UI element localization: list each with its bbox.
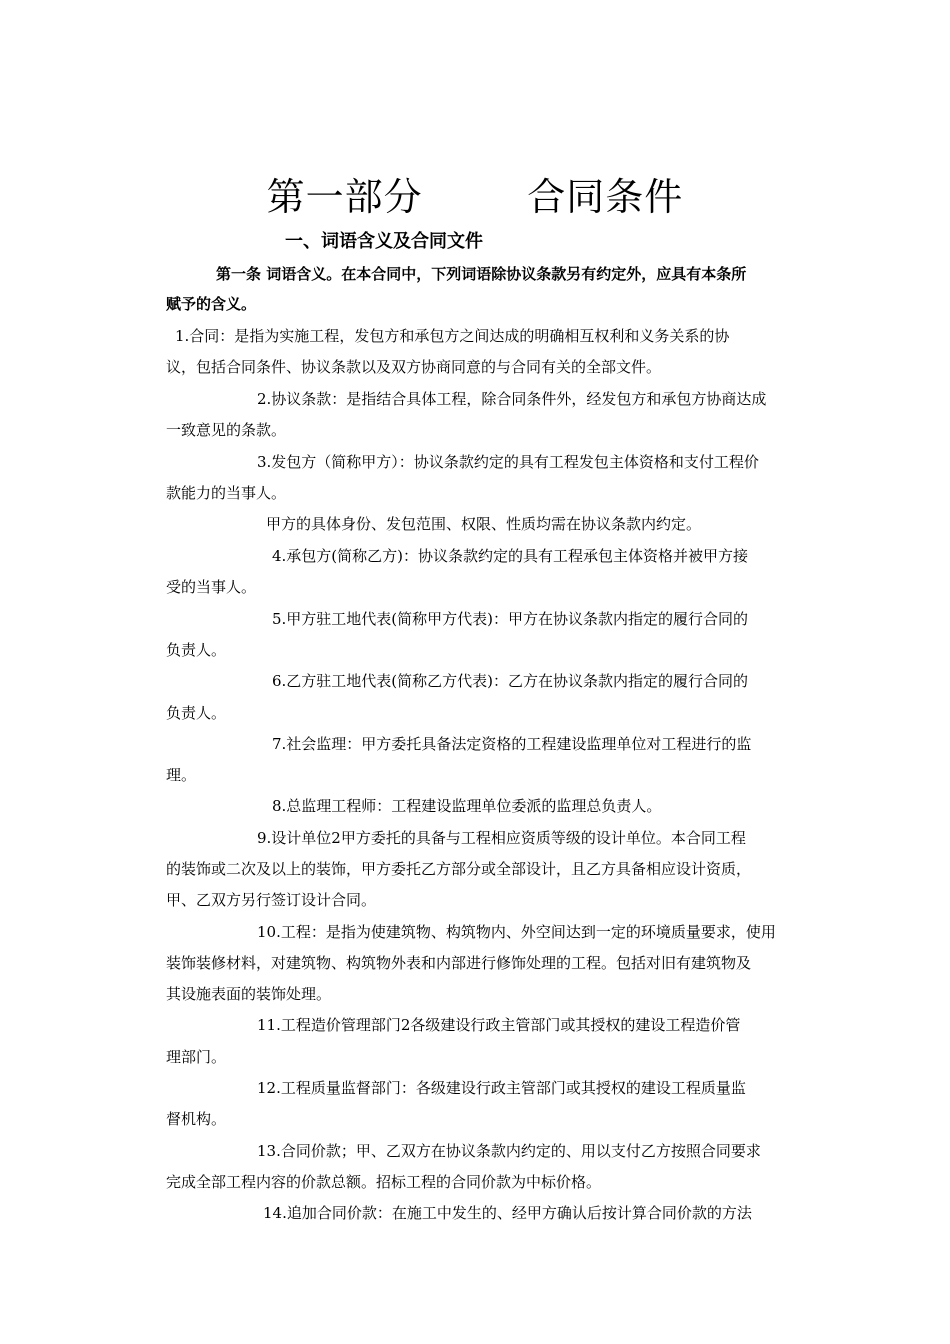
item-1-line-2: 议，包括合同条件、协议条款以及双方协商同意的与合同有关的全部文件。 — [166, 358, 662, 376]
item-10-line-3: 其设施表面的装饰处理。 — [166, 985, 332, 1003]
item-1-line-1: 1.合同：是指为实施工程，发包方和承包方之间达成的明确相互权利和义务关系的协 — [175, 327, 730, 345]
section-heading: 一、词语含义及合同文件 — [285, 231, 483, 252]
item-4-line-1: 4.承包方(简称乙方)：协议条款约定的具有工程承包主体资格并被甲方接 — [272, 547, 749, 565]
item-14-line-1: 14.追加合同价款：在施工中发生的、经甲方确认后按计算合同价款的方法 — [263, 1204, 752, 1222]
item-6-line-2: 负责人。 — [166, 704, 227, 722]
item-12-line-2: 督机构。 — [166, 1110, 227, 1128]
page-title: 第一部分 合同条件 — [266, 175, 684, 219]
item-13-line-2: 完成全部工程内容的价款总额。招标工程的合同价款为中标价格。 — [166, 1173, 602, 1191]
item-6-line-1: 6.乙方驻工地代表(简称乙方代表)：乙方在协议条款内指定的履行合同的 — [272, 672, 749, 690]
article-1-line-1: 第一条 词语含义。在本合同中，下列词语除协议条款另有约定外，应具有本条所 — [216, 265, 747, 283]
item-11-line-1: 11.工程造价管理部门2各级建设行政主管部门或其授权的建设工程造价管 — [257, 1016, 741, 1034]
item-2-line-1: 2.协议条款：是指结合具体工程，除合同条件外，经发包方和承包方协商达成 — [257, 390, 767, 408]
item-8-line-1: 8.总监理工程师：工程建设监理单位委派的监理总负责人。 — [272, 797, 662, 815]
item-12-line-1: 12.工程质量监督部门：各级建设行政主管部门或其授权的建设工程质量监 — [257, 1079, 746, 1097]
item-5-line-2: 负责人。 — [166, 641, 227, 659]
article-1-line-2: 赋予的含义。 — [166, 295, 257, 313]
item-9-line-1: 9.设计单位2甲方委托的具备与工程相应资质等级的设计单位。本合同工程 — [257, 829, 746, 847]
item-10-line-1: 10.工程：是指为使建筑物、构筑物内、外空间达到一定的环境质量要求，使用 — [257, 923, 776, 941]
item-11-line-2: 理部门。 — [166, 1048, 227, 1066]
item-2-line-2: 一致意见的条款。 — [166, 421, 287, 439]
item-3-note: 甲方的具体身份、发包范围、权限、性质均需在协议条款内约定。 — [266, 515, 702, 533]
item-7-line-1: 7.社会监理：甲方委托具备法定资格的工程建设监理单位对工程进行的监 — [272, 735, 752, 753]
item-9-line-2: 的装饰或二次及以上的装饰，甲方委托乙方部分或全部设计，且乙方具备相应设计资质， — [166, 860, 752, 878]
item-4-line-2: 受的当事人。 — [166, 578, 257, 596]
item-3-line-1: 3.发包方（简称甲方）：协议条款约定的具有工程发包主体资格和支付工程价 — [257, 453, 759, 471]
item-10-line-2: 装饰装修材料，对建筑物、构筑物外表和内部进行修饰处理的工程。包括对旧有建筑物及 — [166, 954, 752, 972]
item-3-line-2: 款能力的当事人。 — [166, 484, 287, 502]
item-5-line-1: 5.甲方驻工地代表(简称甲方代表)：甲方在协议条款内指定的履行合同的 — [272, 610, 749, 628]
item-13-line-1: 13.合同价款；甲、乙双方在协议条款内约定的、用以支付乙方按照合同要求 — [257, 1142, 761, 1160]
item-9-line-3: 甲、乙双方另行签订设计合同。 — [166, 891, 377, 909]
item-7-line-2: 理。 — [166, 766, 197, 784]
